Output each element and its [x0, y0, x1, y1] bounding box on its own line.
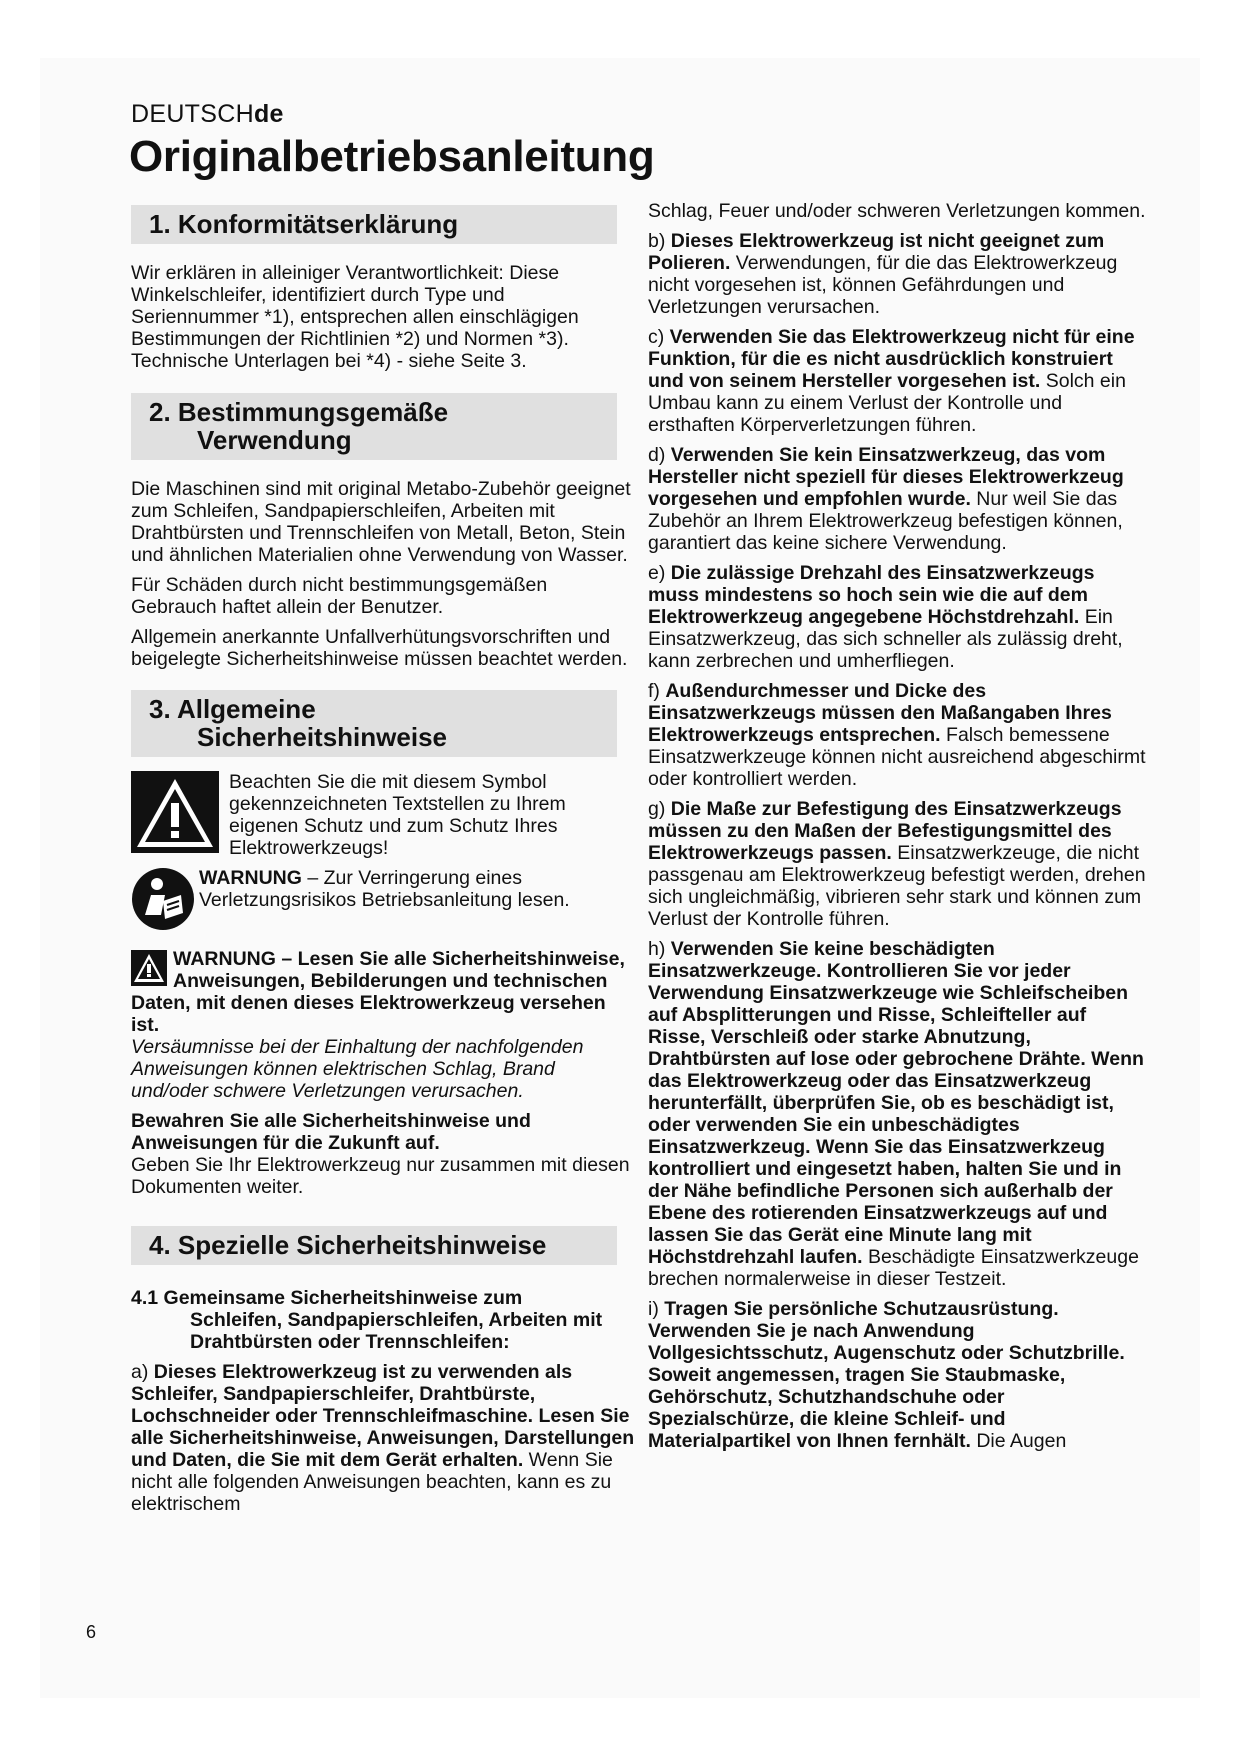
- document-title: Originalbetriebsanleitung: [129, 132, 655, 181]
- manual-warning-text: – Zur Verringerung eines Verletzungsrisikos Betriebsanleitung lesen.: [199, 867, 570, 911]
- rule-h: h) Verwenden Sie keine beschädigten Einsatzwerkzeuge. Kontrollieren Sie vor jeder Verwendung Einsatzwerkzeuge wie Schleifscheiben auf Absplitterungen und Risse, Schleifteller auf Risse, Verschleiß oder starke Abnutzung, Drahtbürsten auf lose oder gebrochene Drähte. Wenn das Elektrowerkzeug oder das Einsatzwerkzeug herunterfällt, überprüfen Sie, ob es beschädigt ist, oder verwenden Sie ein unbeschädigtes Einsatzwerkzeug. Wenn Sie das Einsatzwerkzeug kontrolliert und eingesetzt haben, halten Sie und in der Nähe befindliche Personen sich außerhalb der Ebene des rotierenden Einsatzwerkzeugs auf und lassen Sie das Gerät eine Minute lang mit Höchstdrehzahl laufen. Beschädigte Einsatzwerkzeuge brechen normalerweise in dieser Testzeit.: [648, 938, 1144, 1290]
- rule-b: b) Dieses Elektrowerkzeug ist nicht geeignet zum Polieren. Verwendungen, für die das Elektrowerkzeug nicht vorgesehen ist, können Gefährdungen und Verletzungen verursachen.: [648, 230, 1118, 318]
- section-3-heading: 3. Allgemeine Sicherheitshinweise: [131, 690, 617, 757]
- section-1-text: Wir erklären in alleiniger Verantwortlichkeit: Diese Winkelschleifer, identifiziert durch Type und Seriennummer *1), entsprechen allen einschlägigen Bestimmungen der Richtlinien *2) und Normen *3). Technische Unterlagen bei *4) - siehe Seite 3.: [131, 262, 579, 372]
- language-label: DEUTSCHde: [131, 100, 284, 128]
- warning-small-icon: [131, 950, 167, 991]
- rule-e: e) Die zulässige Drehzahl des Einsatzwerkzeugs muss mindestens so hoch sein wie die auf dem Elektrowerkzeug angegebene Höchstdrehzahl. Ein Einsatzwerkzeug, das sich schneller als zulässig dreht, kann zerbrechen und umherfliegen.: [648, 562, 1123, 672]
- rule-i: i) Tragen Sie persönliche Schutzausrüstung. Verwenden Sie je nach Anwendung Vollgesichtsschutz, Augenschutz oder Schutzbrille. Soweit angemessen, tragen Sie Staubmaske, Gehörschutz, Schutzhandschuhe oder Spezialschürze, die kleine Schleif- und Materialpartikel von Ihnen fernhält. Die Augen: [648, 1298, 1125, 1452]
- warning-triangle-icon: [131, 771, 219, 858]
- rule-d: d) Verwenden Sie kein Einsatzwerkzeug, das vom Hersteller nicht speziell für dieses Elektrowerkzeug vorgesehen und empfohlen wurde. Nur weil Sie das Zubehör an Ihrem Elektrowerkzeug befestigen können, garantiert das keine sichere Verwendung.: [648, 444, 1124, 554]
- page-number: 6: [86, 1622, 97, 1642]
- rule-a: a) Dieses Elektrowerkzeug ist zu verwenden als Schleifer, Sandpapierschleifer, Drahtbürste, Lochschneider oder Trennschleifmaschine. Lesen Sie alle Sicherheitshinweise, Anweisungen, Darstellungen und Daten, die Sie mit dem Gerät erhalten. Wenn Sie nicht alle folgenden Anweisungen beachten, kann es zu elektrischem: [131, 1361, 635, 1515]
- warning-symbol-text: Beachten Sie die mit diesem Symbol gekennzeichneten Textstellen zu Ihrem eigenen Schutz und zum Schutz Ihres Elektrowerkzeugs!: [229, 771, 566, 859]
- subsection-4-1-heading: 4.1 Gemeinsame Sicherheitshinweise zum Schleifen, Sandpapierschleifen, Arbeiten mit Drahtbürsten oder Trennschleifen:: [131, 1287, 603, 1353]
- section-4-heading: 4. Spezielle Sicherheitshinweise: [131, 1226, 617, 1265]
- read-manual-note: [131, 867, 636, 936]
- rule-a-continued: Schlag, Feuer und/oder schweren Verletzungen kommen.: [648, 200, 1146, 222]
- manual-warning-label: WARNUNG: [199, 867, 302, 889]
- general-warning-consequence: Versäumnisse bei der Einhaltung der nachfolgenden Anweisungen können elektrischen Schlag, Brand und/oder schwere Verletzungen verursachen.: [131, 1036, 584, 1102]
- section-1-heading: 1. Konformitätserklärung: [131, 205, 617, 244]
- left-column: [131, 205, 636, 1523]
- warning-symbol-note: [131, 771, 636, 859]
- section-2-paragraph: Die Maschinen sind mit original Metabo-Zubehör geeignet zum Schleifen, Sandpapierschleifen, Arbeiten mit Drahtbürsten und Trennschleifen von Metall, Beton, Stein und ähnlichen Materialien ohne Verwendung von Wasser.: [131, 478, 631, 566]
- keep-instructions: Bewahren Sie alle Sicherheitshinweise und Anweisungen für die Zukunft auf. Geben Sie Ihr Elektrowerkzeug nur zusammen mit diesen Dokumenten weiter.: [131, 1110, 630, 1198]
- right-column: [648, 200, 1148, 1460]
- section-2-heading: 2. Bestimmungsgemäße Verwendung: [131, 393, 617, 460]
- rule-c: c) Verwenden Sie das Elektrowerkzeug nicht für eine Funktion, für die es nicht ausdrücklich konstruiert und von seinem Hersteller vorgesehen ist. Solch ein Umbau kann zu einem Verlust der Kontrolle und ersthaften Körperverletzungen führen.: [648, 326, 1135, 436]
- read-manual-icon: [131, 867, 195, 936]
- rule-f: f) Außendurchmesser und Dicke des Einsatzwerkzeugs müssen den Maßangaben Ihres Elektrowerkzeugs entsprechen. Falsch bemessene Einsatzwerkzeuge können nicht ausreichend abgeschirmt oder kontrolliert werden.: [648, 680, 1146, 790]
- section-2-paragraph: Für Schäden durch nicht bestimmungsgemäßen Gebrauch haftet allein der Benutzer.: [131, 574, 548, 618]
- section-2-paragraph: Allgemein anerkannte Unfallverhütungsvorschriften und beigelegte Sicherheitshinweise müssen beachtet werden.: [131, 626, 628, 670]
- general-warning: WARNUNG – Lesen Sie alle Sicherheitshinweise, Anweisungen, Bebilderungen und technischen Daten, mit denen dieses Elektrowerkzeug versehen ist.: [131, 948, 625, 1036]
- rule-g: g) Die Maße zur Befestigung des Einsatzwerkzeugs müssen zu den Maßen der Befestigungsmittel des Elektrowerkzeugs passen. Einsatzwerkzeuge, die nicht passgenau am Elektrowerkzeug befestigt werden, drehen sich ungleichmäßig, vibrieren sehr stark und können zum Verlust der Kontrolle führen.: [648, 798, 1146, 930]
